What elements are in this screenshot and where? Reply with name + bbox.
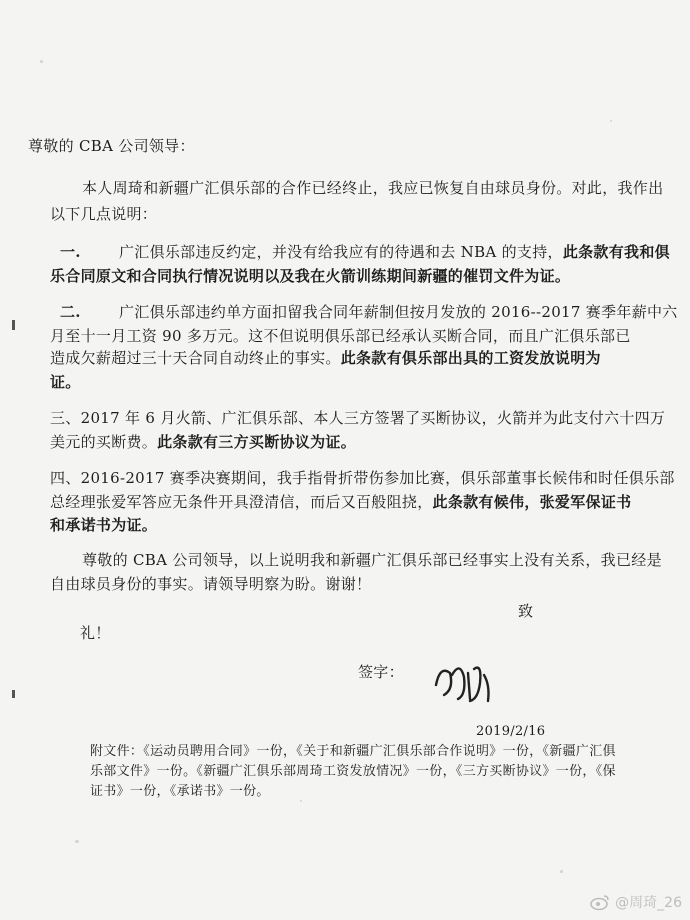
point-2 [60, 302, 678, 322]
weibo-icon [589, 893, 611, 911]
point-4-evidence-cont: 和承诺书为证。 [50, 516, 158, 534]
point-3-evidence: 此条款有三方买断协议为证。 [157, 433, 357, 451]
weibo-watermark [589, 892, 682, 912]
scan-speck [300, 800, 302, 802]
attachments-line-3: 证书》一份，《承诺书》一份。 [90, 784, 270, 799]
point-2-number: 二. [60, 303, 81, 321]
point-1-number: 一. [60, 243, 81, 261]
point-1-evidence: 此条款有我和俱 [562, 243, 670, 261]
point-3-text-2: 美元的买断费。 [50, 433, 158, 451]
signature-label: 签字： [358, 663, 404, 681]
scan-speck [560, 870, 563, 873]
scan-edge-mark [12, 320, 15, 330]
point-1-text: 广汇俱乐部违反约定，并没有给我应有的待遇和去 NBA 的支持， [118, 243, 563, 261]
closing-line-2: 自由球员身份的事实。请领导明察为盼。谢谢！ [50, 575, 372, 593]
scan-speck [40, 60, 43, 63]
point-4-text-1: 四、2016-2017 赛季决赛期间，我手指骨折带伤参加比赛，俱乐部董事长候伟和时任俱乐部 [50, 469, 675, 487]
point-4-evidence: 此条款有候伟，张爱军保证书 [432, 493, 632, 511]
point-1 [60, 242, 670, 262]
attachments-line-1: 附文件：《运动员聘用合同》一份，《关于和新疆广汇俱乐部合作说明》一份，《新疆广汇俱 [90, 744, 616, 759]
watermark-text: @周琦_26 [615, 895, 682, 911]
scan-speck [610, 120, 612, 122]
point-3-text-1: 三、2017 年 6 月火箭、广汇俱乐部、本人三方签署了买断协议，火箭并为此支付六十四万 [50, 409, 666, 427]
salutation: 尊敬的 CBA 公司领导： [28, 137, 195, 155]
closing-line-1: 尊敬的 CBA 公司领导，以上说明我和新疆广汇俱乐部已经事实上没有关系，我已经是 [82, 551, 662, 569]
li-text: 礼！ [80, 624, 111, 642]
intro-line-2: 以下几点说明： [50, 205, 158, 223]
attachments-line-2: 乐部文件》一份。《新疆广汇俱乐部周琦工资发放情况》一份，《三方买断协议》一份，《保 [90, 764, 616, 779]
point-2-text-1: 广汇俱乐部违约单方面扣留我合同年薪制但按月发放的 2016--2017 赛季年薪中六 [118, 303, 678, 321]
document-date: 2019/2/16 [476, 724, 546, 739]
point-3-line-2 [50, 432, 356, 452]
point-2-text-3: 造成欠薪超过三十天合同自动终止的事实。 [50, 349, 341, 367]
handwritten-signature [430, 655, 510, 705]
point-4-line-2 [50, 492, 631, 512]
point-4-text-2: 总经理张爱军答应无条件开具澄清信，而后又百般阻挠， [50, 493, 433, 511]
point-2-text-2: 月至十一月工资 90 多万元。这不但说明俱乐部已经承认买断合同，而且广汇俱乐部已 [50, 327, 631, 345]
zhi-text: 致 [518, 602, 534, 620]
intro-line-1: 本人周琦和新疆广汇俱乐部的合作已经终止，我应已恢复自由球员身份。对此，我作出 [82, 179, 664, 197]
point-2-evidence-cont: 证。 [50, 373, 81, 391]
point-2-line-3 [50, 348, 601, 368]
scan-edge-mark [12, 690, 15, 698]
point-2-evidence: 此条款有俱乐部出具的工资发放说明为 [340, 349, 601, 367]
scan-speck [75, 840, 79, 843]
point-1-evidence-cont: 乐合同原文和合同执行情况说明以及我在火箭训练期间新疆的催罚文件为证。 [50, 267, 571, 285]
